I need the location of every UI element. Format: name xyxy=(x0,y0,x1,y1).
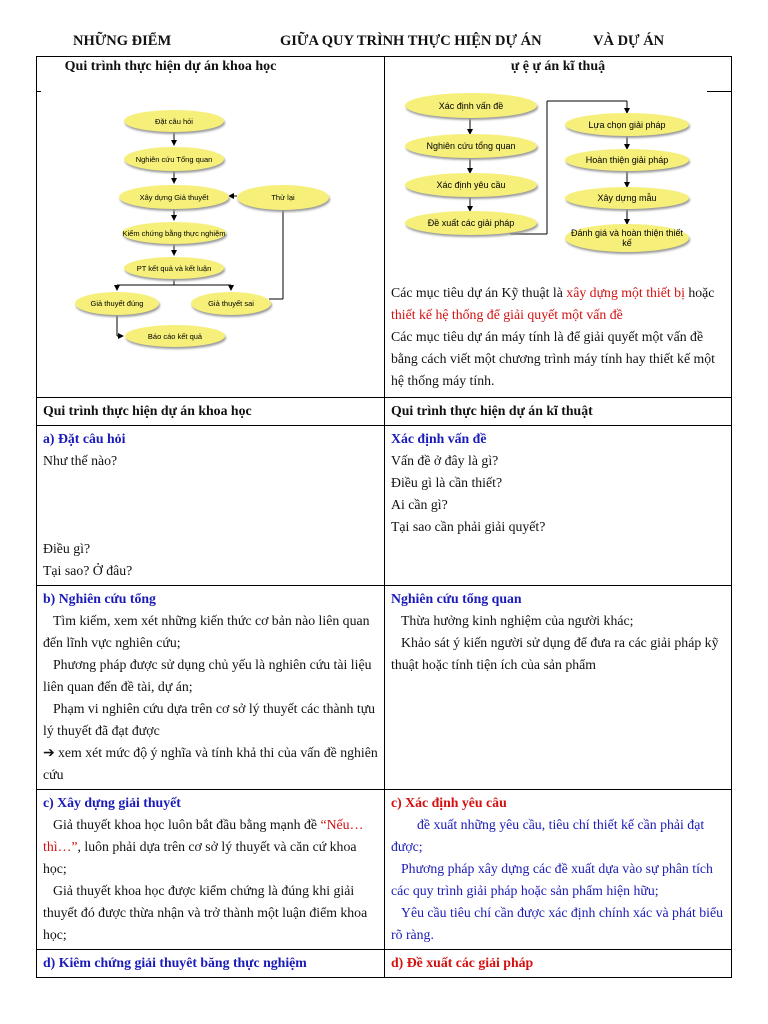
comparison-table xyxy=(36,56,732,978)
row-text: Giả thuyết khoa học luôn bắt đầu bằng mạnh đề xyxy=(53,817,317,832)
row-text: Điều gì? xyxy=(43,541,91,556)
engineering-diagram-header: ự ệ ự án kĩ thuậ xyxy=(510,59,606,74)
science-diagram-header: Qui trình thực hiện dự án khoa học xyxy=(64,59,277,74)
node-nghien-cuu-tong-quan: Nghiên cứu Tổng quan xyxy=(124,147,224,171)
row-title: Xác định vấn đề xyxy=(391,431,487,446)
title-part-2: GIỮA QUY TRÌNH THỰC HIỆN DỰ ÁN xyxy=(280,33,542,49)
node-de-xuat-giai-phap: Đề xuất các giải pháp xyxy=(405,211,537,235)
row-title: c) Xây dựng giải thuyết xyxy=(43,795,181,810)
science-diagram-cell xyxy=(37,57,385,398)
node-xac-dinh-van-de: Xác định vấn đề xyxy=(405,93,537,118)
node-pt-ket-qua: PT kết quả và kết luận xyxy=(124,257,224,279)
engineering-flowchart xyxy=(385,77,731,282)
computer-goal-text: Các mục tiêu dự án máy tính là để giải quyết một vấn đề bằng cách viết một chương trình máy tính hay thiết kế một hệ thống máy tính. xyxy=(391,329,715,388)
table-row xyxy=(37,790,732,950)
node-dat-cau-hoi: Đặt câu hỏi xyxy=(124,110,224,132)
row-text: Phương pháp xây dựng các đề xuất dựa vào sự phân tích các quy trình giải pháp hoặc sản phẩm hiện hữu; xyxy=(391,861,713,898)
row-text: Tại sao cần phải giải quyết? xyxy=(391,519,546,534)
title-part-3: VÀ DỰ ÁN xyxy=(593,33,665,49)
row-title: c) Xác định yêu câu xyxy=(391,795,507,810)
row-text: Điều gì là cần thiết? xyxy=(391,475,503,490)
cell-engineering-c xyxy=(385,790,732,950)
row-title: Nghiên cứu tổng quan xyxy=(391,591,522,606)
table-header-row xyxy=(37,398,732,426)
row-quote: “Nếu… thì…” xyxy=(43,817,364,854)
cell-engineering-a xyxy=(385,426,732,586)
desc-text: hoặc xyxy=(688,285,715,300)
cell-science-c xyxy=(37,790,385,950)
row-text: Khảo sát ý kiến người sử dụng để đưa ra các giải pháp kỹ thuật hoặc tính tiện ích của sản phẩm xyxy=(391,635,719,672)
table-row xyxy=(37,950,732,978)
node-danh-gia-hoan-thien: Đánh giá và hoàn thiện thiết kế xyxy=(565,224,689,252)
row-text: Tại sao? Ở đâu? xyxy=(43,563,133,578)
node-kiem-chung: Kiểm chứng bằng thực nghiệm xyxy=(122,222,226,244)
node-hoan-thien-giai-phap: Hoàn thiện giải pháp xyxy=(565,149,689,171)
row-text: Phương pháp được sử dụng chủ yếu là nghiên cứu tài liệu liên quan đến đề tài, dự án; xyxy=(43,657,372,694)
desc-text: Các mục tiêu dự án Kỹ thuật là xyxy=(391,285,567,300)
arrow-icon: ➔ xyxy=(43,745,59,760)
node-nghien-cuu-tong-quan-kt: Nghiên cứu tổng quan xyxy=(405,134,537,158)
row-text: Ai cần gì? xyxy=(391,497,448,512)
science-flowchart xyxy=(37,77,384,362)
row-text: Yêu cầu tiêu chí cần được xác định chính xác và phát biểu rõ ràng. xyxy=(391,905,724,942)
node-xay-dung-gia-thuyet: Xây dựng Giả thuyết xyxy=(119,185,229,209)
row-title: b) Nghiên cứu tổng xyxy=(43,591,156,606)
row-text-arrow xyxy=(43,742,378,786)
node-gia-thuyet-sai: Giả thuyết sai xyxy=(191,292,271,315)
engineering-goal-text xyxy=(391,282,725,326)
desc-highlight: thiết kế hệ thống để giải quyết một vấn đề xyxy=(391,307,623,322)
row-text: xem xét mức độ ý nghĩa và tính khả thi của vấn đề nghiên cứu xyxy=(43,745,378,782)
row-text: , luôn phải dựa trên cơ sở lý thuyết và căn cứ khoa học; xyxy=(43,839,357,876)
header-science: Qui trình thực hiện dự án khoa học xyxy=(37,398,385,426)
row-title: d) Kiêm chứng giải thuyêt băng thực nghiệm xyxy=(43,955,307,970)
cell-engineering-b xyxy=(385,586,732,790)
node-gia-thuyet-dung: Giả thuyết đúng xyxy=(75,292,159,315)
row-text: Thừa hưởng kinh nghiệm của người khác; xyxy=(401,613,634,628)
desc-highlight: xây dựng một thiết bị xyxy=(566,285,685,300)
node-xay-dung-mau: Xây dựng mẫu xyxy=(565,187,689,209)
engineering-diagram-cell xyxy=(385,57,732,398)
row-title: a) Đặt câu hỏi xyxy=(43,431,126,446)
row-text: Tìm kiếm, xem xét những kiến thức cơ bản nào liên quan đến lĩnh vực nghiên cứu; xyxy=(43,613,370,650)
row-text: Vấn đề ở đây là gì? xyxy=(391,453,499,468)
row-text xyxy=(43,814,378,880)
table-row xyxy=(37,586,732,790)
row-text: Như thế nào? xyxy=(43,453,118,468)
node-bao-cao-ket-qua: Báo cáo kết quả xyxy=(125,325,225,347)
node-lua-chon-giai-phap: Lựa chọn giải pháp xyxy=(565,113,689,136)
cell-engineering-d xyxy=(385,950,732,978)
node-xac-dinh-yeu-cau: Xác định yêu cầu xyxy=(405,173,537,197)
row-text: đề xuất những yêu cầu, tiêu chí thiết kế cần phải đạt được; xyxy=(391,817,705,854)
cell-science-d xyxy=(37,950,385,978)
header-engineering: Qui trình thực hiện dự án kĩ thuật xyxy=(385,398,732,426)
row-text: Giả thuyết khoa học được kiểm chứng là đúng khi giải thuyết đó được thừa nhận và trở thành một luận điểm khoa học; xyxy=(43,883,368,942)
cell-science-a xyxy=(37,426,385,586)
row-title: d) Đề xuất các giải pháp xyxy=(391,955,534,970)
engineering-description xyxy=(385,282,731,392)
diagram-row xyxy=(37,57,732,398)
node-thu-lai: Thử lại xyxy=(237,185,329,210)
table-row xyxy=(37,426,732,586)
cell-science-b xyxy=(37,586,385,790)
row-text: Phạm vi nghiên cứu dựa trên cơ sở lý thuyết các thành tựu lý thuyết đã đạt được xyxy=(43,701,376,738)
title-part-1: NHỮNG ĐIỂM xyxy=(73,33,172,49)
